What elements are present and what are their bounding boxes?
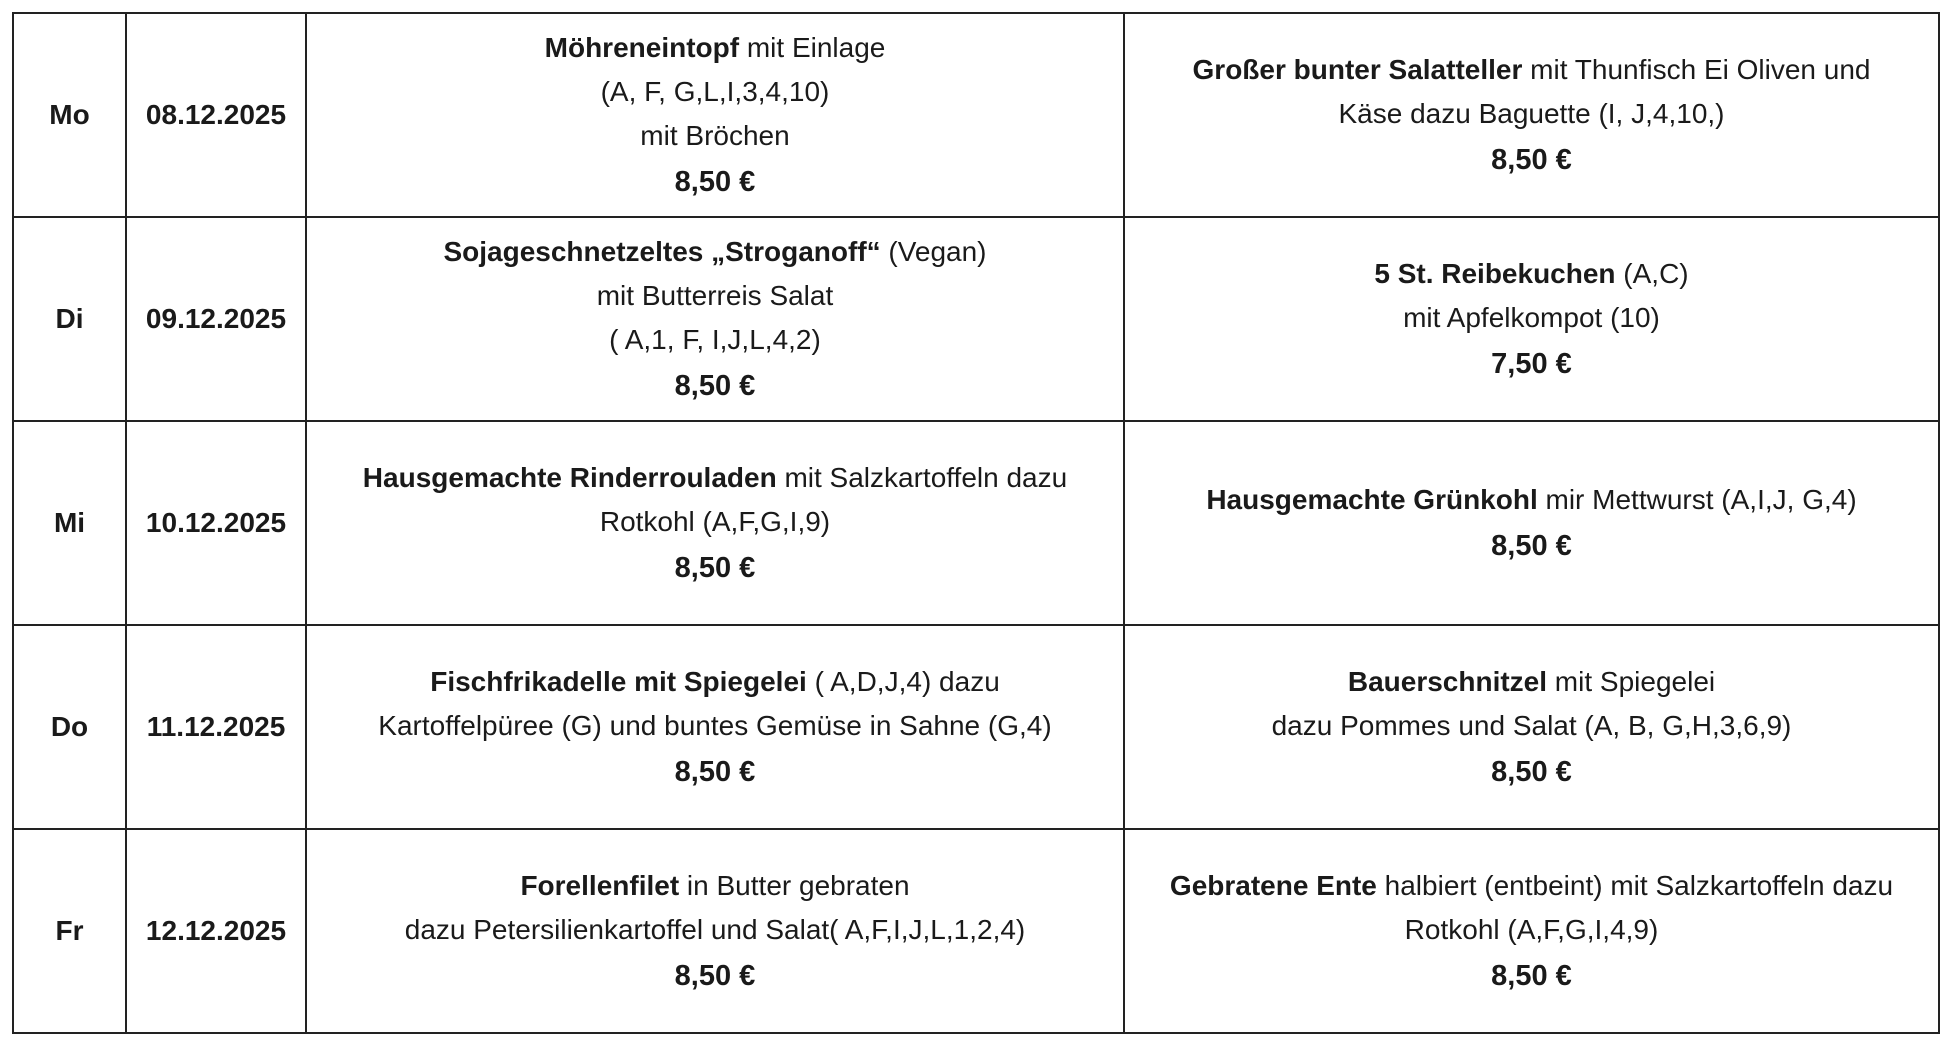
menu-row-di	[13, 217, 1939, 421]
dish-title: Großer bunter Salatteller	[1192, 54, 1523, 85]
dish-line-3: ( A,1, F, I,J,L,4,2)	[609, 324, 821, 355]
dish-line-2: Rotkohl (A,F,G,I,9)	[599, 506, 831, 537]
date-cell: 10.12.2025	[126, 421, 306, 625]
dish-line-1	[317, 456, 1113, 500]
date-cell: 12.12.2025	[126, 829, 306, 1033]
dish-line-1	[317, 864, 1113, 908]
date-cell: 08.12.2025	[126, 13, 306, 217]
day-cell: Di	[13, 217, 126, 421]
dish-line-1	[1135, 48, 1928, 92]
dish-detail: mit Salzkartoffeln dazu	[776, 462, 1068, 493]
menu-row-do	[13, 625, 1939, 829]
date-cell: 11.12.2025	[126, 625, 306, 829]
price: 8,50 €	[674, 370, 756, 402]
dish-detail: mit Thunfisch Ei Oliven und	[1522, 54, 1871, 85]
dish-title: Fischfrikadelle mit Spiegelei	[430, 666, 807, 697]
dish-detail: ( A,D,J,4) dazu	[806, 666, 1000, 697]
price: 7,50 €	[1491, 348, 1572, 380]
dish-title: Hausgemachte Grünkohl	[1206, 484, 1538, 515]
price: 8,50 €	[1491, 530, 1572, 562]
dish-line-1	[1135, 252, 1928, 296]
dish-line-3: mit Bröchen	[640, 120, 790, 151]
dish-line-2: Käse dazu Baguette (I, J,4,10,)	[1338, 98, 1725, 129]
dish-title: Bauerschnitzel	[1347, 666, 1548, 697]
dish-line-2: mit Apfelkompot (10)	[1403, 302, 1660, 333]
dish-2-cell	[1124, 421, 1939, 625]
dish-title: Hausgemachte Rinderrouladen	[362, 462, 777, 493]
day-cell: Do	[13, 625, 126, 829]
price: 8,50 €	[674, 960, 756, 992]
dish-line-2: dazu Petersilienkartoffel und Salat( A,F,I,J,L,1,2,4)	[404, 914, 1026, 945]
price: 8,50 €	[1491, 960, 1572, 992]
price: 8,50 €	[674, 166, 756, 198]
dish-1-cell	[306, 829, 1124, 1033]
dish-line-2: (A, F, G,L,I,3,4,10)	[600, 76, 830, 107]
day-cell: Fr	[13, 829, 126, 1033]
dish-title: Sojageschnetzeltes „Stroganoff“	[443, 236, 881, 267]
price: 8,50 €	[674, 756, 756, 788]
menu-row-mo	[13, 13, 1939, 217]
dish-line-2: dazu Pommes und Salat (A, B, G,H,3,6,9)	[1271, 710, 1792, 741]
dish-detail: mit Einlage	[739, 32, 886, 63]
dish-line-2: Kartoffelpüree (G) und buntes Gemüse in Sahne (G,4)	[378, 710, 1052, 741]
date-cell: 09.12.2025	[126, 217, 306, 421]
dish-1-cell	[306, 625, 1124, 829]
menu-row-mi	[13, 421, 1939, 625]
dish-title: 5 St. Reibekuchen	[1374, 258, 1616, 289]
dish-line-1	[317, 660, 1113, 704]
dish-2-cell	[1124, 13, 1939, 217]
dish-2-cell	[1124, 217, 1939, 421]
dish-detail: (Vegan)	[880, 236, 987, 267]
dish-detail: in Butter gebraten	[679, 870, 910, 901]
dish-detail: mir Mettwurst (A,I,J, G,4)	[1537, 484, 1857, 515]
dish-title: Gebratene Ente	[1169, 870, 1377, 901]
weekly-menu-table	[12, 12, 1940, 1034]
dish-line-2: mit Butterreis Salat	[596, 280, 834, 311]
day-cell: Mi	[13, 421, 126, 625]
dish-detail: halbiert (entbeint) mit Salzkartoffeln dazu	[1376, 870, 1894, 901]
price: 8,50 €	[1491, 756, 1572, 788]
dish-2-cell	[1124, 829, 1939, 1033]
menu-row-fr	[13, 829, 1939, 1033]
price: 8,50 €	[1491, 144, 1572, 176]
dish-line-2: Rotkohl (A,F,G,I,4,9)	[1404, 914, 1659, 945]
dish-2-cell	[1124, 625, 1939, 829]
day-cell: Mo	[13, 13, 126, 217]
dish-title: Forellenfilet	[520, 870, 680, 901]
dish-title: Möhreneintopf	[544, 32, 740, 63]
dish-1-cell	[306, 13, 1124, 217]
dish-line-1	[1135, 478, 1928, 522]
dish-detail: (A,C)	[1615, 258, 1689, 289]
price: 8,50 €	[674, 552, 756, 584]
dish-line-1	[1135, 864, 1928, 908]
dish-line-1	[1135, 660, 1928, 704]
dish-line-1	[317, 26, 1113, 70]
dish-line-1	[317, 230, 1113, 274]
dish-1-cell	[306, 421, 1124, 625]
dish-detail: mit Spiegelei	[1547, 666, 1716, 697]
dish-1-cell	[306, 217, 1124, 421]
